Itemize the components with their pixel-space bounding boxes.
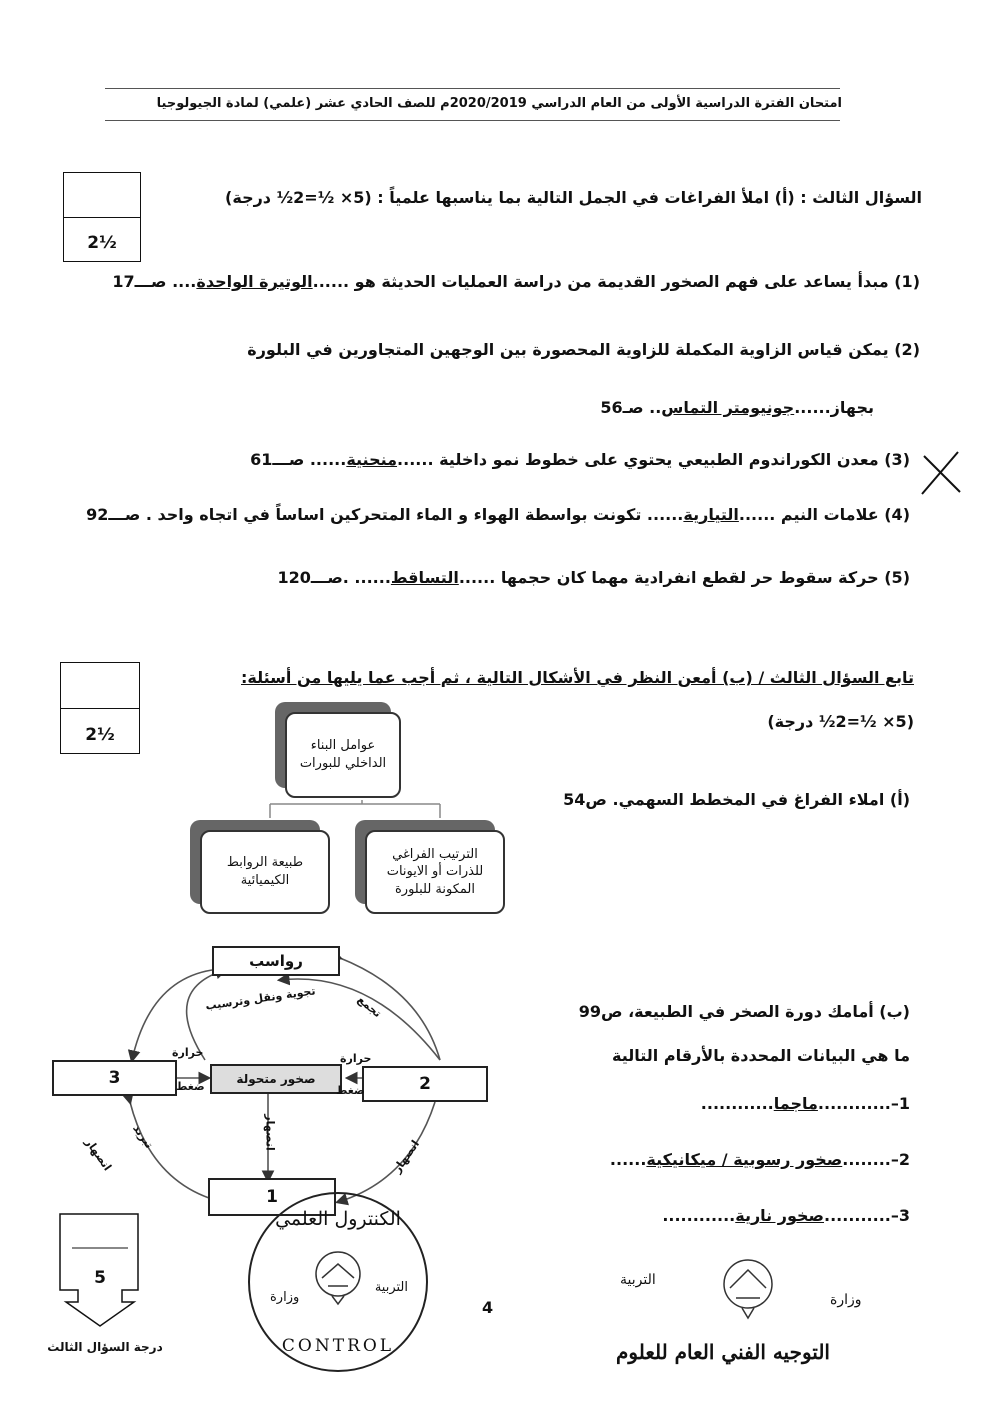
label-melting-center: انصهار [263, 1114, 277, 1151]
footer-right-word: التربية [620, 1272, 656, 1288]
part-b-sub-b-title: (ب) أمامك دورة الصخر في الطبيعة، ص99 [578, 1002, 910, 1021]
label-weathering: تجوية ونقل وترسيب [204, 984, 317, 1013]
answer-4: التيارية [683, 505, 739, 524]
emblem-icon [308, 1246, 368, 1306]
part-b-score: 2½ [85, 725, 115, 745]
part-a-score: 2½ [87, 233, 117, 253]
label-melting-left: انصهار [82, 1135, 115, 1174]
diagram-right-node: الترتيب الفراغي للذرات أو الايونات المكونة للبلورة [365, 830, 505, 914]
label-cooling: تبريد [130, 1122, 156, 1151]
part-a-score-box [63, 172, 141, 262]
diagram-left-node: طبيعة الروابط الكيميائية [200, 830, 330, 914]
part-b-sub-a: (أ) املاء الفراغ في المخطط السهمي. ص54 [563, 790, 910, 809]
label-heat-left: حرارة [172, 1046, 204, 1059]
total-score-value: 5 [94, 1268, 106, 1288]
label-melting-right: انصهار [390, 1137, 423, 1176]
cross-mark-icon [918, 448, 962, 498]
answer-row-1: 1–............ماجما............ [700, 1094, 910, 1113]
ministry-emblem-icon [718, 1256, 778, 1320]
part-b-heading: تابع السؤال الثالث / (ب) أمعن النظر في الأشكال التالية ، ثم أجب عما يليها من أسئلة: [241, 668, 914, 687]
part-b-sub-b-question: ما هي البيانات المحددة بالأرقام التالية [612, 1046, 910, 1065]
label-pressure-left: ضغط [176, 1080, 205, 1093]
page-number: 4 [482, 1298, 494, 1317]
label-compaction: تجمع [354, 992, 384, 1021]
rock-cycle-box-1: 1 [208, 1178, 336, 1216]
answer-5: التساقط [390, 568, 459, 587]
answer-row-2: 2–........صخور رسوبية / ميكانيكية...... [609, 1150, 910, 1169]
stamp-top-text: الكنترول العلمي [275, 1208, 401, 1230]
footer-left-word: وزارة [830, 1292, 862, 1308]
stamp-left-text: وزارة [270, 1290, 300, 1305]
question-item-3: (3) معدن الكوراندوم الطبيعي يحتوي على خطوط نمو داخلية ......منحنية...... صـــ61 [250, 450, 910, 469]
rock-cycle-box-2: 2 [362, 1066, 488, 1102]
header-rule-bottom [105, 120, 840, 121]
exam-header-title: امتحان الفترة الدراسية الأولى من العام الدراسي 2020/2019م للصف الحادي عشر (علمي) لمادة الجيولوجيا [156, 96, 842, 111]
question-item-4: (4) علامات النيم ......التيارية...... تكونت بواسطة الهواء و الماء المتحركين اساساً في اتجاه واحد . صـــ92 [86, 505, 910, 524]
answer-2: جونيومتر التماس [661, 398, 795, 417]
part-b-score-box [60, 662, 140, 754]
answer-3: منحنية [346, 450, 398, 469]
rock-cycle-box-3: 3 [52, 1060, 177, 1096]
label-heat-right: حرارة [340, 1052, 372, 1065]
rock-cycle-sediments: رواسب [212, 946, 340, 976]
footer-signature: التوجيه الفني العام للعلوم [616, 1340, 830, 1364]
control-stamp [248, 1192, 428, 1372]
question-item-2: (2) يمكن قياس الزاوية المكملة للزاوية المحصورة بين الوجهين المتجاورين في البلورة [247, 340, 920, 359]
part-a-heading: السؤال الثالث : (أ) املأ الفراغات في الجمل التالية بما يناسبها علمياً : (5× ½=2½ درجة) [225, 188, 922, 207]
question-item-5: (5) حركة سقوط حر لقطع انفرادية مهما كان حجمها ......التساقط...... .صـــ120 [277, 568, 910, 587]
stamp-right-text: التربية [374, 1280, 408, 1295]
total-score-label: درجة السؤال الثالث [47, 1340, 163, 1354]
question-item-1: (1) مبدأ يساعد على فهم الصخور القديمة من دراسة العمليات الحديثة هو ......الوتيرة الواحدة.... صـــ17 [112, 272, 920, 291]
answer-row-3: 3–...........صخور نارية............ [662, 1206, 910, 1225]
part-b-marks: (5× ½=2½ درجة) [767, 712, 914, 731]
answer-1: الوتيرة الواحدة [196, 272, 313, 291]
header-rule-top [105, 88, 840, 89]
diagram-root-node: عوامل البناء الداخلي للبورات [285, 712, 401, 798]
stamp-bottom-text: CONTROL [281, 1336, 395, 1356]
label-pressure-right: ضغط [336, 1084, 365, 1097]
rock-cycle-metamorphic: صخور متحولة [210, 1064, 342, 1094]
question-item-2-line2: بجهاز......جونيومتر التماس.. صـ56 [600, 398, 874, 417]
